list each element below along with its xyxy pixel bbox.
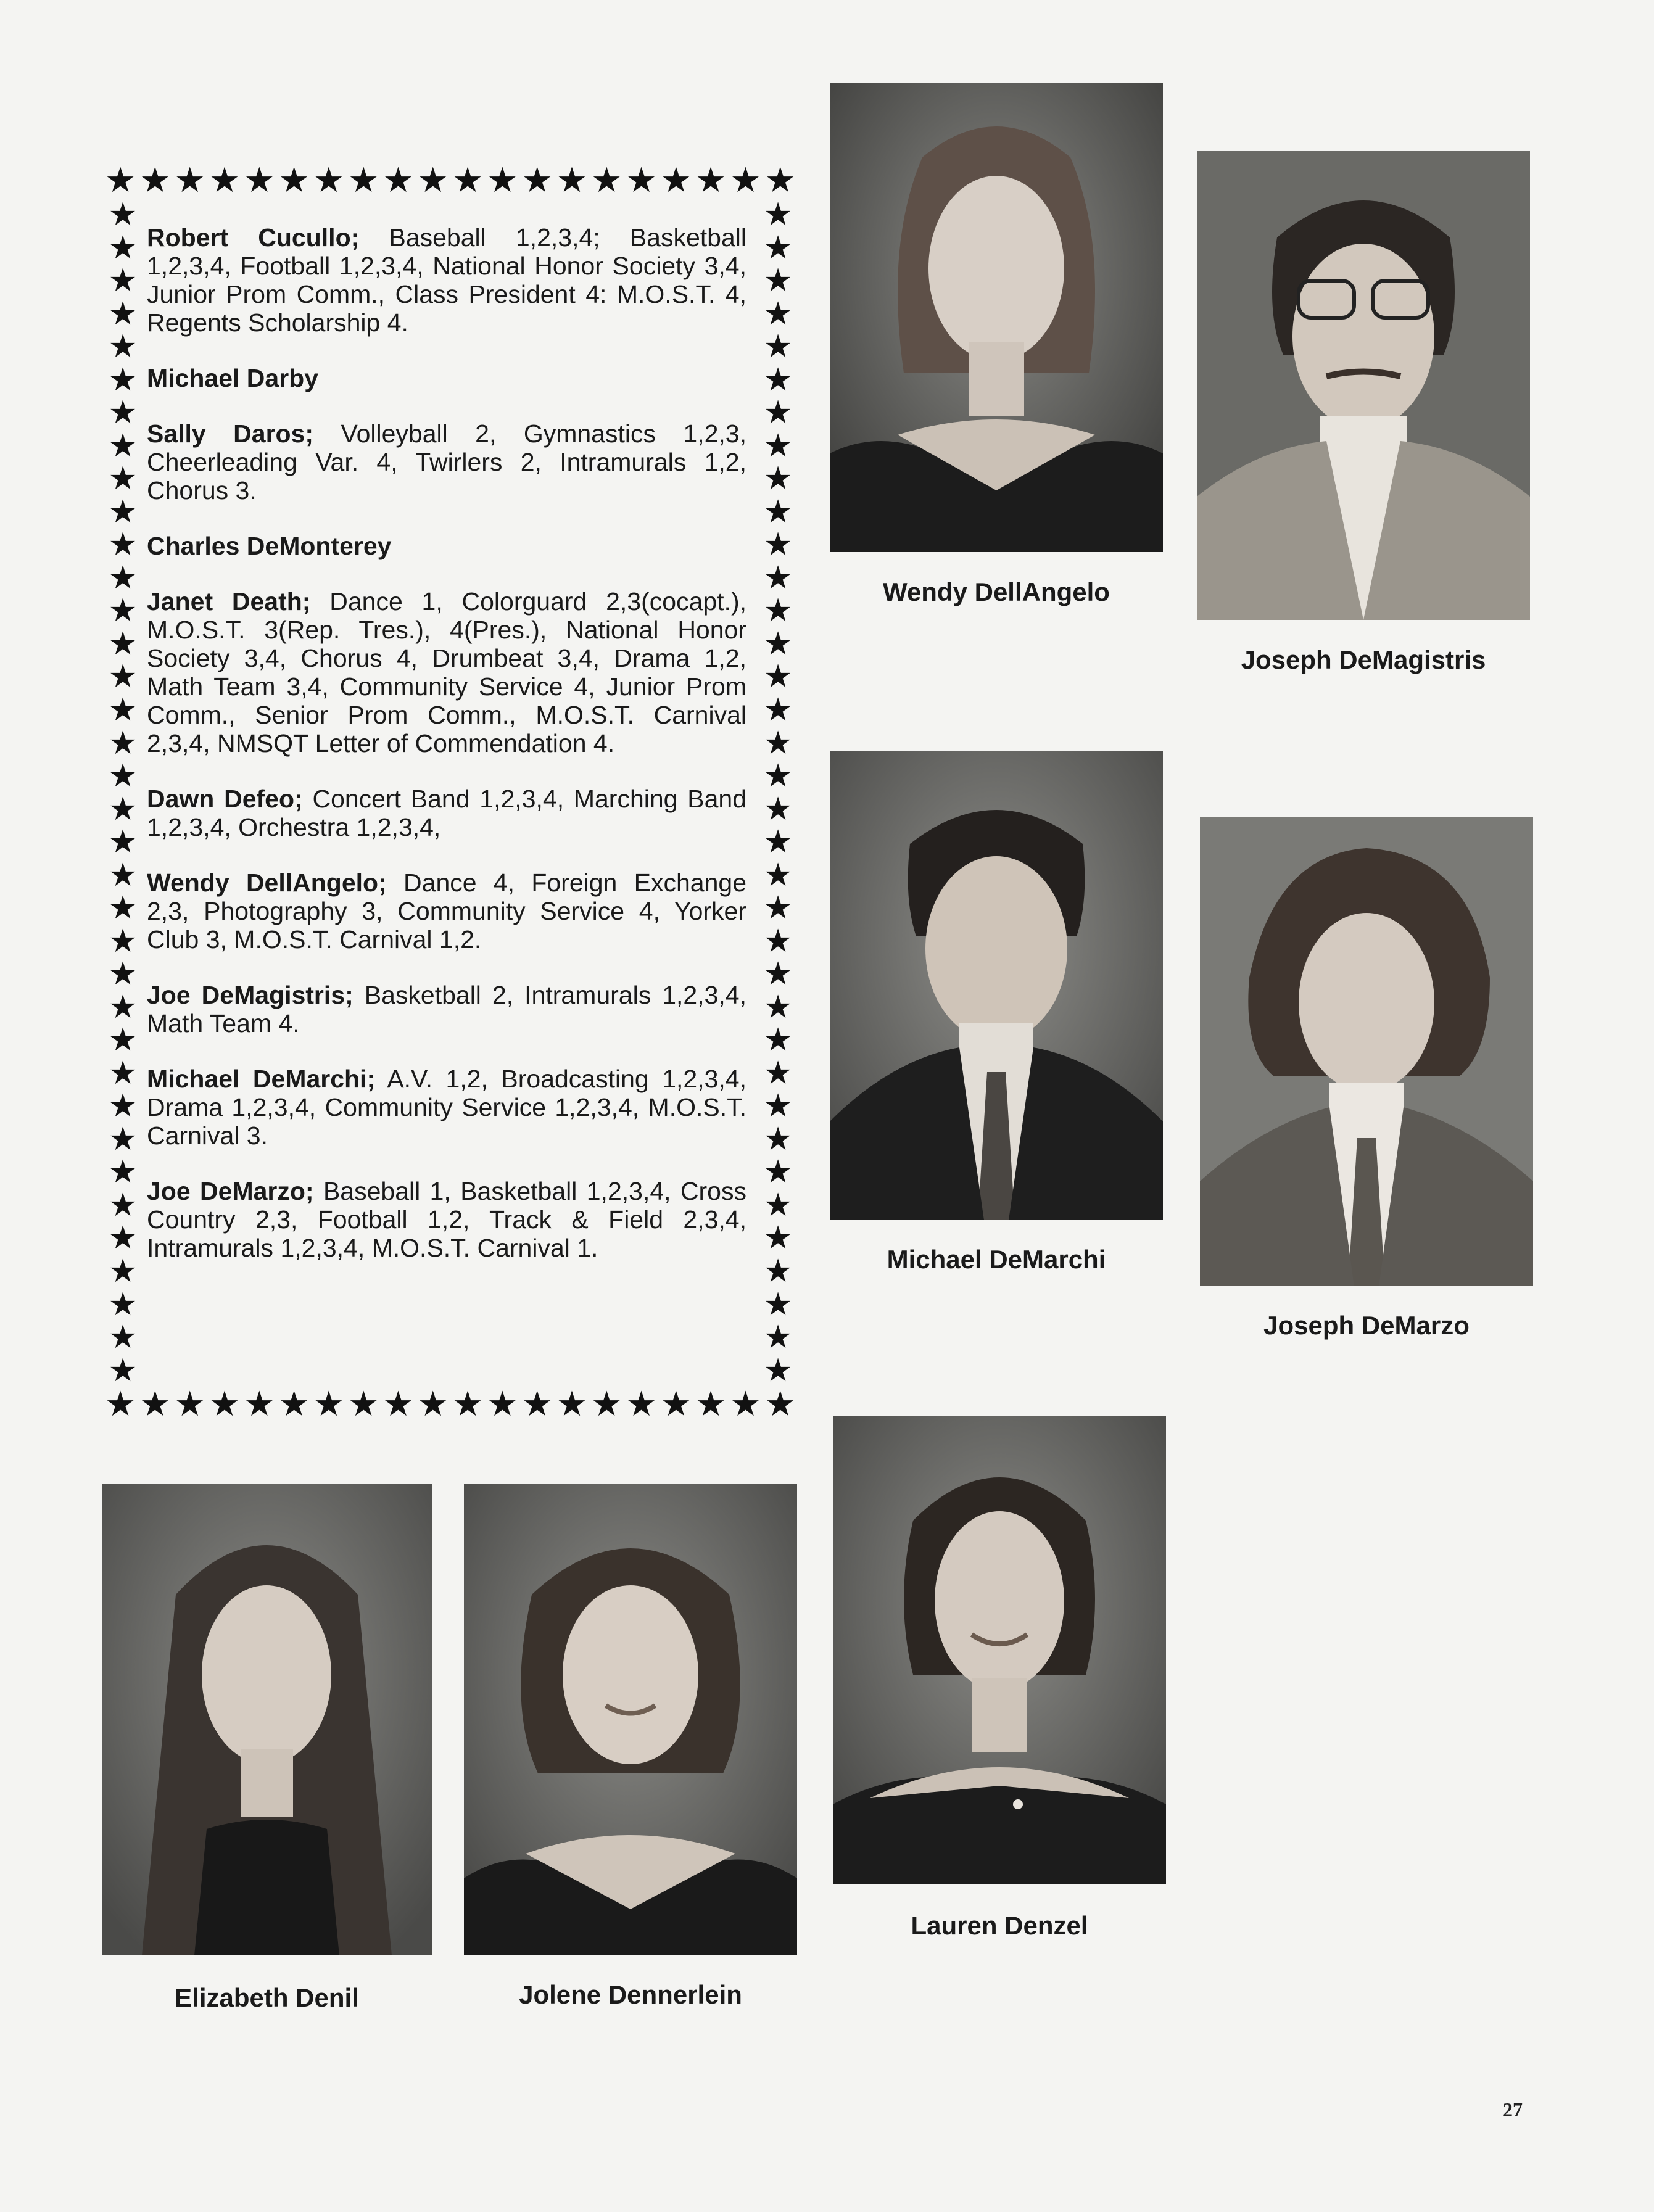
star-icon: ★ (763, 823, 793, 861)
star-icon: ★ (763, 493, 793, 530)
star-border-right (760, 199, 796, 1387)
star-icon: ★ (763, 526, 793, 564)
star-icon: ★ (521, 1387, 553, 1422)
bio-name: Charles DeMonterey (147, 532, 392, 560)
portrait-photo (830, 751, 1163, 1220)
star-icon: ★ (763, 1219, 793, 1257)
star-icon: ★ (417, 163, 449, 199)
star-icon: ★ (763, 1186, 793, 1224)
star-icon: ★ (209, 163, 241, 199)
star-icon: ★ (108, 460, 138, 498)
bio-entry (147, 223, 746, 337)
star-icon: ★ (348, 163, 379, 199)
bio-entry (147, 532, 746, 560)
bio-entry (147, 981, 746, 1038)
page-number: 27 (1503, 2099, 1523, 2121)
star-icon: ★ (556, 1387, 588, 1422)
star-icon: ★ (695, 1387, 727, 1422)
bio-entry (147, 1065, 746, 1150)
star-icon: ★ (209, 1387, 241, 1422)
star-icon: ★ (417, 1387, 449, 1422)
bio-entry (147, 419, 746, 505)
star-icon: ★ (763, 955, 793, 993)
bio-entry (147, 785, 746, 841)
bio-name: Wendy DellAngelo; (147, 869, 387, 897)
star-icon: ★ (763, 922, 793, 960)
star-icon: ★ (763, 658, 793, 696)
star-icon: ★ (108, 658, 138, 696)
star-border-top (105, 163, 796, 199)
star-icon: ★ (763, 427, 793, 464)
star-icon: ★ (108, 427, 138, 464)
star-icon: ★ (487, 1387, 518, 1422)
star-icon: ★ (591, 163, 622, 199)
star-icon: ★ (626, 1387, 657, 1422)
star-icon: ★ (139, 163, 171, 199)
portrait-photo (830, 83, 1163, 552)
star-icon: ★ (244, 1387, 275, 1422)
star-icon: ★ (452, 1387, 484, 1422)
star-icon: ★ (730, 1387, 761, 1422)
star-border-bottom (105, 1387, 796, 1422)
star-icon: ★ (105, 1387, 136, 1422)
bio-name: Michael Darby (147, 364, 318, 392)
star-icon: ★ (108, 559, 138, 596)
star-icon: ★ (382, 163, 414, 199)
bio-activities: Volleyball 2, Gymnastics 1,2,3, Cheerleading Var. 4, Twirlers 2, Intramurals 1,2, Chorus 3. (147, 419, 747, 505)
star-icon: ★ (108, 988, 138, 1026)
star-icon: ★ (108, 1087, 138, 1125)
star-icon: ★ (108, 724, 138, 762)
star-icon: ★ (108, 790, 138, 828)
star-icon: ★ (763, 889, 793, 927)
star-icon: ★ (108, 1253, 138, 1290)
star-icon: ★ (730, 163, 761, 199)
star-icon: ★ (108, 592, 138, 630)
star-icon: ★ (556, 163, 588, 199)
star-icon: ★ (763, 460, 793, 498)
star-icon: ★ (139, 1387, 171, 1422)
bio-name: Janet Death; (147, 587, 311, 616)
bio-entry (147, 587, 746, 757)
portrait-caption: Lauren Denzel (911, 1911, 1088, 1940)
star-icon: ★ (108, 1054, 138, 1092)
star-icon: ★ (108, 493, 138, 530)
star-icon: ★ (108, 1186, 138, 1224)
star-icon: ★ (108, 691, 138, 728)
star-icon: ★ (763, 1253, 793, 1290)
bio-activities: Concert Band 1,2,3,4, Marching Band 1,2,3,4, Orchestra 1,2,3,4, (147, 785, 746, 841)
star-icon: ★ (382, 1387, 414, 1422)
portrait-photo (1200, 817, 1533, 1286)
portrait-caption: Elizabeth Denil (175, 1983, 359, 2012)
star-icon: ★ (626, 163, 657, 199)
star-icon: ★ (108, 1286, 138, 1323)
star-icon: ★ (591, 1387, 622, 1422)
star-icon: ★ (174, 1387, 205, 1422)
star-icon: ★ (108, 328, 138, 366)
star-icon: ★ (452, 163, 484, 199)
star-icon: ★ (108, 1319, 138, 1356)
star-icon: ★ (521, 163, 553, 199)
bio-activities: Baseball 1,2,3,4; Basketball 1,2,3,4, Football 1,2,3,4, National Honor Society 3,4, Junior Prom Comm., Class President 4: M.O.S.T. 4, Regents Scholarship 4. (147, 223, 746, 337)
senior-bios (147, 223, 746, 1289)
star-icon: ★ (660, 163, 692, 199)
star-icon: ★ (763, 1286, 793, 1323)
star-icon: ★ (763, 988, 793, 1026)
star-icon: ★ (278, 1387, 310, 1422)
bio-activities: A.V. 1,2, Broadcasting 1,2,3,4, Drama 1,2,3,4, Community Service 1,2,3,4, M.O.S.T. Carnival 3. (147, 1065, 746, 1150)
star-icon: ★ (108, 625, 138, 662)
portrait-caption: Joseph DeMarzo (1263, 1311, 1470, 1340)
bio-name: Sally Daros; (147, 419, 314, 448)
star-icon: ★ (764, 1387, 796, 1422)
star-icon: ★ (108, 856, 138, 894)
star-icon: ★ (763, 361, 793, 398)
star-icon: ★ (313, 1387, 344, 1422)
star-icon: ★ (108, 199, 138, 233)
portrait-photo (1197, 151, 1530, 620)
star-icon: ★ (763, 856, 793, 894)
star-icon: ★ (313, 163, 344, 199)
star-icon: ★ (174, 163, 205, 199)
star-icon: ★ (763, 691, 793, 728)
star-border-left (105, 199, 141, 1387)
portrait-photo (464, 1484, 797, 1955)
star-icon: ★ (108, 955, 138, 993)
bio-name: Dawn Defeo; (147, 785, 303, 813)
star-icon: ★ (763, 328, 793, 366)
portrait-caption: Jolene Dennerlein (519, 1980, 742, 2009)
portrait-photo (833, 1416, 1166, 1884)
bio-activities: Basketball 2, Intramurals 1,2,3,4, Math Team 4. (147, 981, 746, 1038)
bio-name: Robert Cucullo; (147, 223, 360, 252)
star-icon: ★ (763, 394, 793, 432)
star-icon: ★ (348, 1387, 379, 1422)
star-icon: ★ (660, 1387, 692, 1422)
star-icon: ★ (244, 163, 275, 199)
star-icon: ★ (695, 163, 727, 199)
bio-entry (147, 869, 746, 954)
star-icon: ★ (108, 1219, 138, 1257)
star-icon: ★ (278, 163, 310, 199)
portrait-photo (102, 1484, 432, 1955)
star-icon: ★ (763, 295, 793, 332)
star-icon: ★ (763, 1153, 793, 1191)
bio-name: Joe DeMarzo; (147, 1177, 314, 1205)
star-icon: ★ (763, 1352, 793, 1387)
star-icon: ★ (763, 724, 793, 762)
star-icon: ★ (763, 790, 793, 828)
bio-activities: Baseball 1, Basketball 1,2,3,4, Cross Country 2,3, Football 1,2, Track & Field 2,3,4, Intramurals 1,2,3,4, M.O.S.T. Carnival 1. (147, 1177, 746, 1262)
star-icon: ★ (108, 823, 138, 861)
star-icon: ★ (763, 1319, 793, 1356)
star-icon: ★ (105, 163, 136, 199)
star-icon: ★ (108, 295, 138, 332)
star-icon: ★ (108, 1153, 138, 1191)
star-icon: ★ (763, 229, 793, 266)
portrait-caption: Michael DeMarchi (887, 1245, 1106, 1274)
star-icon: ★ (763, 262, 793, 300)
star-icon: ★ (108, 1021, 138, 1059)
bio-activities: Dance 4, Foreign Exchange 2,3, Photography 3, Community Service 4, Yorker Club 3, M.O.S.T. Carnival 1,2. (147, 869, 746, 954)
star-icon: ★ (763, 1120, 793, 1158)
star-icon: ★ (108, 361, 138, 398)
portrait-caption: Wendy DellAngelo (883, 577, 1110, 606)
star-icon: ★ (763, 1021, 793, 1059)
star-icon: ★ (108, 1352, 138, 1387)
star-icon: ★ (763, 199, 793, 233)
star-icon: ★ (108, 394, 138, 432)
star-icon: ★ (763, 757, 793, 795)
bio-name: Joe DeMagistris; (147, 981, 354, 1009)
star-icon: ★ (108, 922, 138, 960)
bio-name: Michael DeMarchi; (147, 1065, 376, 1093)
star-icon: ★ (763, 592, 793, 630)
star-icon: ★ (764, 163, 796, 199)
star-icon: ★ (487, 163, 518, 199)
portrait-caption: Joseph DeMagistris (1241, 645, 1486, 674)
star-icon: ★ (108, 1120, 138, 1158)
star-icon: ★ (108, 262, 138, 300)
star-icon: ★ (108, 757, 138, 795)
bio-entry (147, 1177, 746, 1262)
star-icon: ★ (108, 526, 138, 564)
star-icon: ★ (763, 1087, 793, 1125)
star-icon: ★ (763, 1054, 793, 1092)
star-icon: ★ (763, 559, 793, 596)
star-icon: ★ (108, 229, 138, 266)
bio-activities: Dance 1, Colorguard 2,3(cocapt.), M.O.S.T. 3(Rep. Tres.), 4(Pres.), National Honor Society 3,4, Chorus 4, Drumbeat 3,4, Drama 1,2, Math Team 3,4, Community Service 4, Junior Prom Comm., Senior Prom Comm., M.O.S.T. Carnival 2,3,4, NMSQT Letter of Commendation 4. (147, 587, 746, 757)
bio-entry (147, 364, 746, 392)
star-icon: ★ (108, 889, 138, 927)
star-icon: ★ (763, 625, 793, 662)
